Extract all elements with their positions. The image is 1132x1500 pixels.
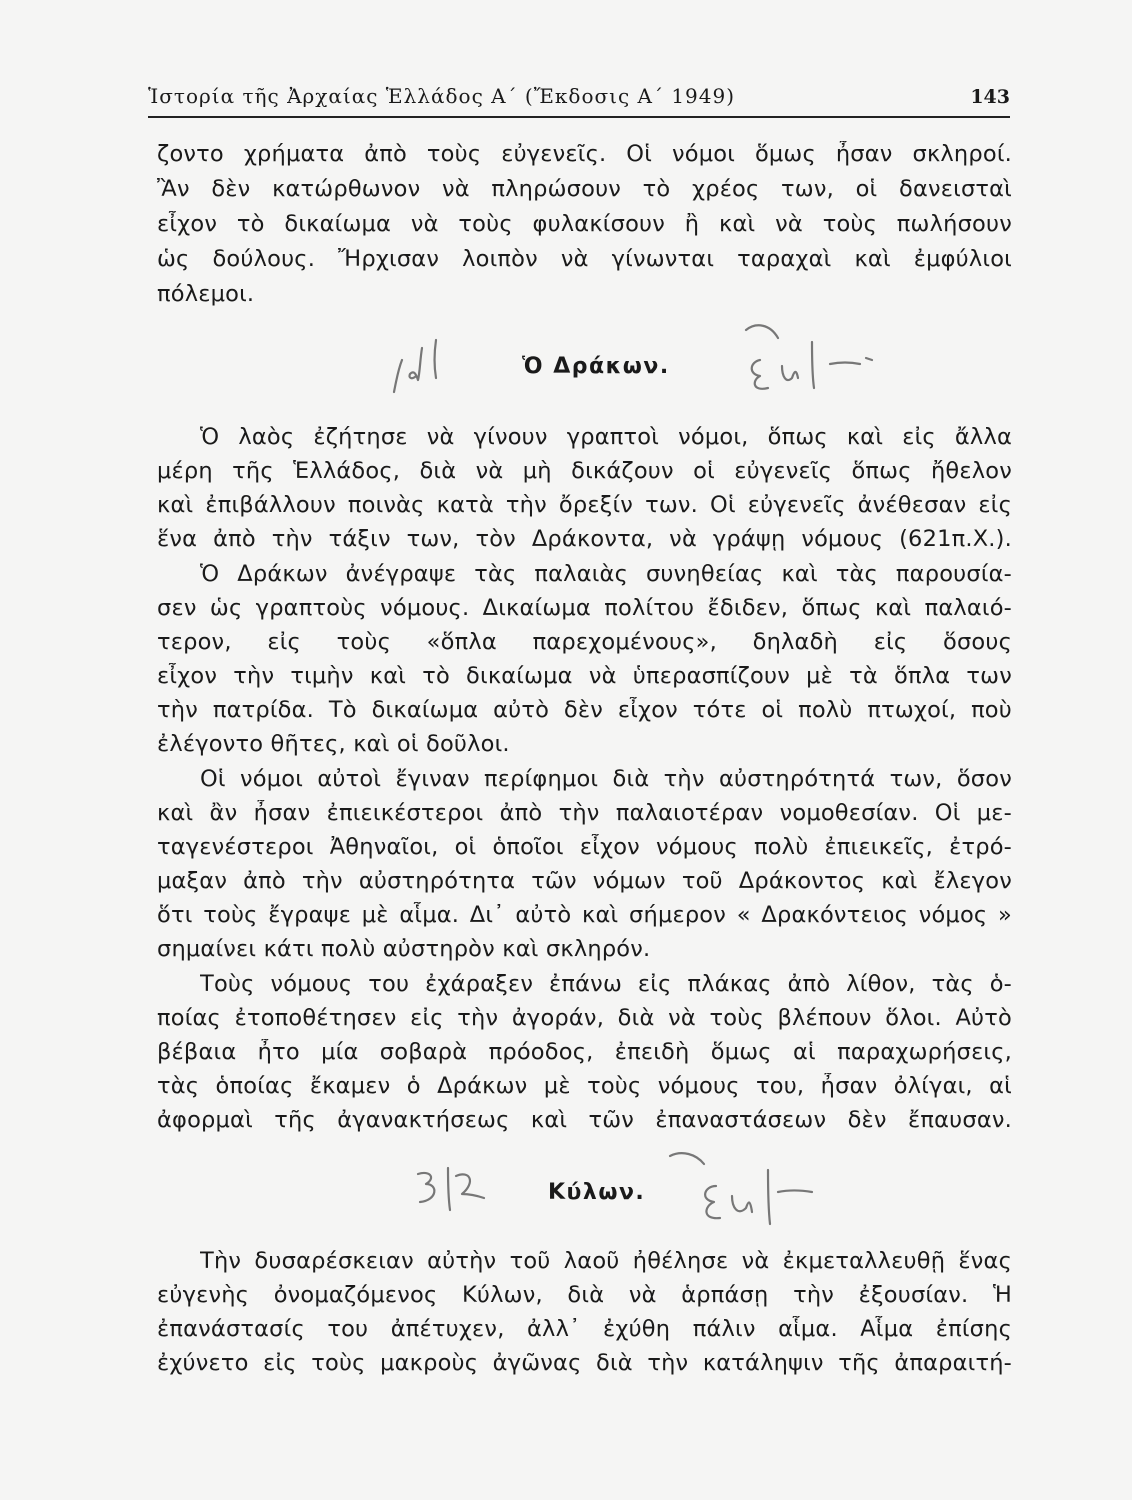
pencil-annotation-mark — [410, 1160, 500, 1220]
text-line: Ὁ Δράκων ἀνέγραψε τὰς παλαιὰς συνηθείας καὶ τὰς παρουσία- — [200, 561, 1012, 587]
text-line: τὴν πατρίδα. Τὸ δικαίωμα αὐτὸ δὲν εἶχον τότε οἱ πολὺ πτωχοί, ποὺ — [157, 697, 1012, 723]
text-line: ὅτι τοὺς ἔγραψε μὲ αἷμα. Δι᾽ αὐτὸ καὶ σήμερον « Δρακόντειος νόμος » — [157, 902, 1012, 928]
text-line: τερον, εἰς τοὺς «ὅπλα παρεχομένους», δηλαδὴ εἰς ὅσους — [157, 629, 1012, 655]
text-line: ζοντο χρήματα ἀπὸ τοὺς εὐγενεῖς. Οἱ νόμοι ὅμως ἦσαν σκληροί. — [157, 141, 1012, 167]
text-line: ἐπανάστασίς του ἀπέτυχεν, ἀλλ᾽ ἐχύθη πάλιν αἷμα. Αἷμα ἐπίσης — [157, 1316, 1012, 1342]
text-line: πόλεμοι. — [157, 281, 255, 307]
text-line: Τὴν δυσαρέσκειαν αὐτὴν τοῦ λαοῦ ἠθέλησε νὰ ἐκμεταλλευθῇ ἕνας — [200, 1248, 1012, 1274]
text-line: ἐχύνετο εἰς τοὺς μακροὺς ἀγῶνας διὰ τὴν κατάληψιν τῆς ἀπαραιτή- — [157, 1350, 1012, 1376]
section-heading-kylon: Κύλων. — [548, 1180, 646, 1205]
pencil-annotation-mark — [660, 1148, 830, 1238]
text-line: ὡς δούλους. Ἤρχισαν λοιπὸν νὰ γίνωνται ταραχαὶ καὶ ἐμφύλιοι — [157, 246, 1012, 272]
text-line: Οἱ νόμοι αὐτοὶ ἔγιναν περίφημοι διὰ τὴν αὐστηρότητά των, ὅσον — [200, 766, 1012, 792]
text-line: μέρη τῆς Ἑλλάδος, διὰ νὰ μὴ δικάζουν οἱ εὐγενεῖς ὅπως ἤθελον — [157, 458, 1012, 484]
text-line: εὐγενὴς ὀνομαζόμενος Κύλων, διὰ νὰ ἁρπάσῃ τὴν ἐξουσίαν. Ἡ — [157, 1282, 1012, 1308]
pencil-annotation-mark — [740, 318, 890, 398]
text-line: βέβαια ἦτο μία σοβαρὰ πρόοδος, ἐπειδὴ ὅμως αἱ παραχωρήσεις, — [157, 1039, 1012, 1065]
text-line: σημαίνει κάτι πολὺ αὐστηρὸν καὶ σκληρόν. — [157, 936, 651, 962]
header-title: Ἱστορία τῆς Ἀρχαίας Ἑλλάδος Α΄ (Ἔκδοσις Α΄ 1949) — [148, 84, 736, 108]
text-line: καὶ ἐπιβάλλουν ποινὰς κατὰ τὴν ὄρεξίν των. Οἱ εὐγενεῖς ἀνέθεσαν εἰς — [157, 492, 1012, 518]
text-line: μαξαν ἀπὸ τὴν αὐστηρότητα τῶν νόμων τοῦ Δράκοντος καὶ ἔλεγον — [157, 868, 1012, 894]
text-line: καὶ ἂν ἦσαν ἐπιεικέστεροι ἀπὸ τὴν παλαιοτέραν νομοθεσίαν. Οἱ με- — [157, 800, 1012, 826]
section-heading-drakon: Ὁ Δράκων. — [522, 354, 670, 379]
pencil-annotation-mark — [380, 330, 470, 400]
page-number: 143 — [970, 86, 1010, 108]
text-line: ἐλέγοντο θῆτες, καὶ οἱ δοῦλοι. — [157, 731, 510, 757]
text-line: τὰς ὁποίας ἔκαμεν ὁ Δράκων μὲ τοὺς νόμους του, ἦσαν ὀλίγαι, αἱ — [157, 1073, 1012, 1099]
text-line: ταγενέστεροι Ἀθηναῖοι, οἱ ὁποῖοι εἶχον νόμους πολὺ ἐπιεικεῖς, ἐτρό- — [157, 834, 1012, 860]
text-line: ἕνα ἀπὸ τὴν τάξιν των, τὸν Δράκοντα, νὰ γράψῃ νόμους (621π.Χ.). — [157, 526, 1012, 552]
text-line: εἶχον τὴν τιμὴν καὶ τὸ δικαίωμα νὰ ὑπερασπίζουν μὲ τὰ ὅπλα των — [157, 663, 1012, 689]
text-line: σεν ὡς γραπτοὺς νόμους. Δικαίωμα πολίτου ἔδιδεν, ὅπως καὶ παλαιό- — [157, 595, 1012, 621]
text-line: Ἂν δὲν κατώρθωνον νὰ πληρώσουν τὸ χρέος των, οἱ δανεισταὶ — [157, 176, 1012, 202]
text-line: Ὁ λαὸς ἐζήτησε νὰ γίνουν γραπτοὶ νόμοι, ὅπως καὶ εἰς ἄλλα — [200, 424, 1012, 450]
text-line: εἶχον τὸ δικαίωμα νὰ τοὺς φυλακίσουν ἢ καὶ νὰ τοὺς πωλήσουν — [157, 211, 1012, 237]
text-line: Τοὺς νόμους του ἐχάραξεν ἐπάνω εἰς πλάκας ἀπὸ λίθον, τὰς ὁ- — [200, 971, 1012, 997]
running-header — [148, 82, 1010, 118]
text-line: ποίας ἐτοποθέτησεν εἰς τὴν ἀγοράν, διὰ νὰ τοὺς βλέπουν ὅλοι. Αὐτὸ — [157, 1005, 1012, 1031]
text-line: ἀφορμαὶ τῆς ἀγανακτήσεως καὶ τῶν ἐπαναστάσεων δὲν ἔπαυσαν. — [157, 1107, 1012, 1133]
